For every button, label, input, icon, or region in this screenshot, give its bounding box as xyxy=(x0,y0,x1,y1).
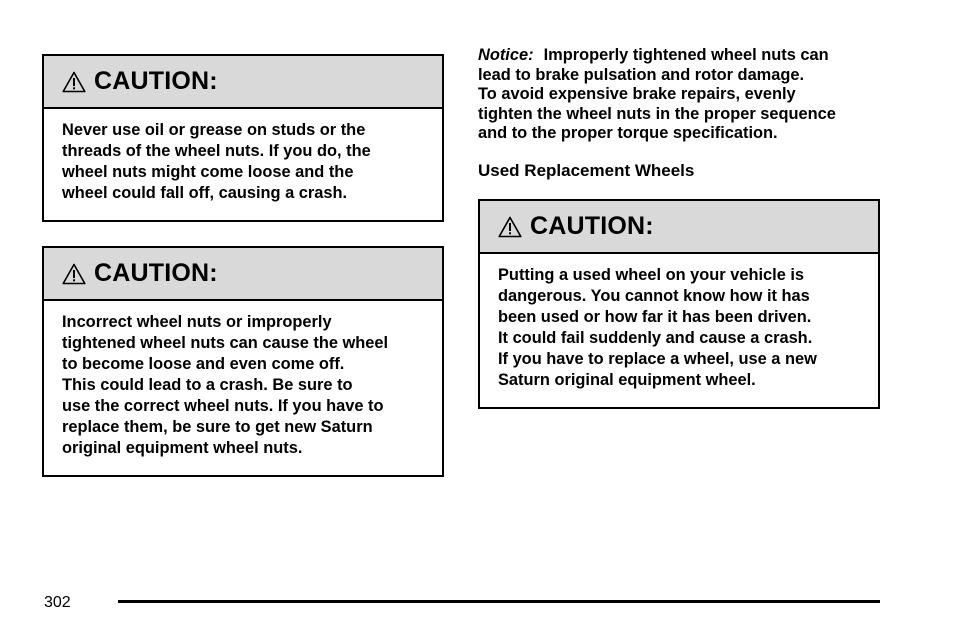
caution-header xyxy=(44,248,442,301)
caution-line: tightened wheel nuts can cause the wheel xyxy=(62,334,389,352)
notice-line-text: Improperly tightened wheel nuts can xyxy=(543,46,829,64)
caution-box-oil-grease xyxy=(42,54,444,222)
caution-line: Putting a used wheel on your vehicle is xyxy=(498,266,805,284)
notice-line xyxy=(478,46,888,66)
caution-line: been used or how far it has been driven. xyxy=(498,308,812,326)
caution-line: This could lead to a crash. Be sure to xyxy=(62,376,353,394)
caution-title: CAUTION: xyxy=(94,259,218,287)
caution-text xyxy=(44,109,442,204)
warning-triangle-icon xyxy=(62,263,86,285)
caution-line: It could fail suddenly and cause a crash. xyxy=(498,329,813,347)
notice-line: lead to brake pulsation and rotor damage. xyxy=(478,65,805,84)
caution-title: CAUTION: xyxy=(530,212,654,240)
caution-header xyxy=(480,201,878,254)
caution-line: Never use oil or grease on studs or the xyxy=(62,121,366,139)
caution-line: to become loose and even come off. xyxy=(62,355,345,373)
notice-paragraph xyxy=(478,46,888,144)
section-heading: Used Replacement Wheels xyxy=(478,161,695,180)
caution-text xyxy=(44,301,442,459)
caution-line: threads of the wheel nuts. If you do, the xyxy=(62,142,371,160)
caution-line: wheel could fall off, causing a crash. xyxy=(62,184,348,202)
caution-line: replace them, be sure to get new Saturn xyxy=(62,418,373,436)
notice-label: Notice: xyxy=(478,46,534,64)
notice-line: To avoid expensive brake repairs, evenly xyxy=(478,85,796,103)
notice-line: tighten the wheel nuts in the proper sequence xyxy=(478,104,836,123)
caution-line: use the correct wheel nuts. If you have to xyxy=(62,397,384,415)
caution-line: wheel nuts might come loose and the xyxy=(62,163,354,181)
page-number: 302 xyxy=(44,594,71,611)
caution-line: dangerous. You cannot know how it has xyxy=(498,287,810,305)
caution-line: Incorrect wheel nuts or improperly xyxy=(62,313,332,331)
notice-line: and to the proper torque specification. xyxy=(478,124,778,142)
footer-rule xyxy=(118,600,880,603)
caution-line: original equipment wheel nuts. xyxy=(62,439,303,457)
caution-box-used-wheel xyxy=(478,199,880,409)
caution-title: CAUTION: xyxy=(94,67,218,95)
caution-header xyxy=(44,56,442,109)
caution-line: Saturn original equipment wheel. xyxy=(498,371,756,389)
warning-triangle-icon xyxy=(62,71,86,93)
warning-triangle-icon xyxy=(498,216,522,238)
caution-line: If you have to replace a wheel, use a new xyxy=(498,350,817,368)
caution-text xyxy=(480,254,878,391)
caution-box-incorrect-nuts xyxy=(42,246,444,477)
